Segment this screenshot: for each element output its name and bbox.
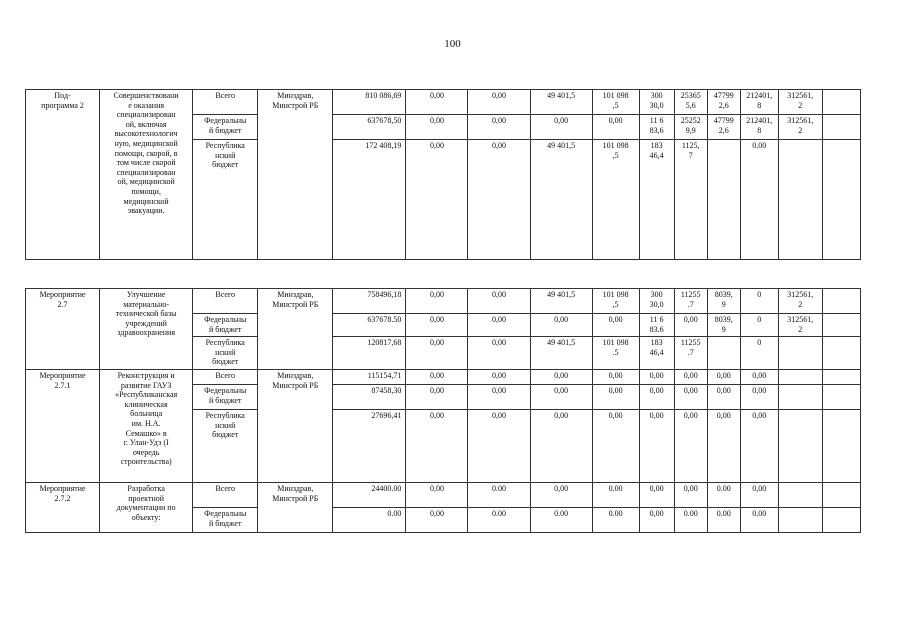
amount-cell: 0,00 [740,508,778,533]
amount-cell: 0,00 [740,370,778,385]
amount-cell: 810 086,69 [333,90,406,115]
amount-cell: 47799 2,6 [707,90,740,115]
amount-cell: 183 46,4 [639,337,674,370]
funding-source: Республика нский бюджет [193,410,258,483]
amount-cell: 0,00 [468,370,530,385]
amount-cell: 0,00 [639,483,674,508]
amount-cell [822,385,860,410]
executor: Минздрав, Минстрой РБ [258,90,333,260]
amount-cell: 0,00 [639,508,674,533]
funding-source: Всего [193,90,258,115]
amount-cell [822,314,860,337]
measure-name: Улучшение материально- технической базы учреждений здравоохранения [100,289,193,370]
amount-cell: 0,00 [406,314,468,337]
amount-cell [822,337,860,370]
amount-cell: 49 401,5 [530,90,592,115]
amount-cell: 0,00 [530,483,592,508]
amount-cell: 0,00 [740,483,778,508]
amount-cell: 0,00 [639,370,674,385]
amount-cell: 0,00 [530,410,592,483]
amount-cell: 0,00 [406,337,468,370]
amount-cell [778,385,822,410]
amount-cell: 0,00 [592,410,639,483]
amount-cell: 0,00 [406,385,468,410]
amount-cell: 0 [740,337,778,370]
amount-cell: 0,00 [674,410,707,483]
measure-code: Под- программа 2 [26,90,100,260]
amount-cell: 0,00 [592,385,639,410]
amount-cell: 0,00 [468,140,530,260]
amount-cell: 8039, 9 [707,289,740,314]
measure-code: Мероприятие 2.7.1 [26,370,100,483]
measure-code: Мероприятие 2.7 [26,289,100,370]
amount-cell [822,410,860,483]
amount-cell [822,90,860,115]
amount-cell: 25252 9,9 [674,115,707,140]
amount-cell: 637678.50 [333,314,406,337]
amount-cell: 120817,68 [333,337,406,370]
amount-cell: 0 [740,289,778,314]
amount-cell: 1125, 7 [674,140,707,260]
funding-source: Всего [193,289,258,314]
amount-cell: 11255 .7 [674,289,707,314]
amount-cell: 0.00 [530,508,592,533]
funding-source: Федеральны й бюджет [193,508,258,533]
amount-cell: 0,00 [406,289,468,314]
amount-cell: 0,00 [468,90,530,115]
measure-code: Мероприятие 2.7.2 [26,483,100,533]
amount-cell: 312561, 2 [778,115,822,140]
amount-cell: 0.00 [333,508,406,533]
funding-source: Республика нский бюджет [193,140,258,260]
amount-cell: 11 6 83,6 [639,115,674,140]
amount-cell: 24400.00 [333,483,406,508]
executor: Минздрав, Минстрой РБ [258,483,333,533]
executor: Минздрав, Минстрой РБ [258,370,333,483]
amount-cell: 115154,71 [333,370,406,385]
amount-cell: 0,00 [468,337,530,370]
amount-cell: 101 098 ,5 [592,289,639,314]
table-row [26,483,861,508]
amount-cell: 0,00 [674,385,707,410]
amount-cell: 183 46,4 [639,140,674,260]
amount-cell: 101 098 ,5 [592,90,639,115]
amount-cell [822,508,860,533]
amount-cell: 0.00 [707,483,740,508]
page-number: 100 [444,38,461,50]
amount-cell [778,508,822,533]
amount-cell [822,370,860,385]
amount-cell: 87458,30 [333,385,406,410]
amount-cell: 0.00 [592,483,639,508]
amount-cell: 312561, 2 [778,90,822,115]
amount-cell: 0.00 [468,483,530,508]
amount-cell: 0,00 [406,90,468,115]
amount-cell: 300 30,0 [639,289,674,314]
amount-cell: 8039, 9 [707,314,740,337]
amount-cell: 0,00 [639,385,674,410]
amount-cell: 0,00 [740,385,778,410]
amount-cell: 0,00 [674,314,707,337]
amount-cell: 0,00 [707,385,740,410]
amount-cell [707,140,740,260]
amount-cell: 0,00 [406,483,468,508]
budget-table [25,89,861,533]
amount-cell: 0,00 [406,410,468,483]
executor: Минздрав, Минстрой РБ [258,289,333,370]
amount-cell [822,115,860,140]
funding-source: Федеральны й бюджет [193,314,258,337]
spacer-cell [26,260,861,289]
amount-cell: 0.00 [468,508,530,533]
table-row [26,289,861,314]
amount-cell [778,140,822,260]
amount-cell: 0,00 [674,483,707,508]
amount-cell: 0,00 [707,410,740,483]
table-row [26,370,861,385]
amount-cell: 0,00 [592,370,639,385]
amount-cell [822,289,860,314]
amount-cell [778,370,822,385]
amount-cell: 0,00 [530,370,592,385]
amount-cell: 0,00 [406,508,468,533]
amount-cell: 0,00 [468,314,530,337]
amount-cell [822,140,860,260]
amount-cell: 312561, 2 [778,314,822,337]
amount-cell: 0,00 [639,410,674,483]
amount-cell [822,483,860,508]
funding-source: Республика нский бюджет [193,337,258,370]
amount-cell: 0,00 [468,385,530,410]
amount-cell: 172 408,19 [333,140,406,260]
funding-source: Федеральны й бюджет [193,385,258,410]
measure-name: Совершенствовани е оказания специализирован ой, включая высокотехнологич ную, медицинской помощи, скорой, в том числе скорой специализирован ой, медицинской помощи, медицинской эвакуации. [100,90,193,260]
amount-cell: 0,00 [530,314,592,337]
amount-cell: 0,00 [592,314,639,337]
amount-cell: 101 098 .5 [592,337,639,370]
amount-cell: 312561, 2 [778,289,822,314]
measure-name: Разработка проектной документации по объекту: [100,483,193,533]
spacer-row [26,260,861,289]
amount-cell: 0,00 [406,370,468,385]
amount-cell: 0,00 [406,115,468,140]
amount-cell: 758496,18 [333,289,406,314]
amount-cell: 47799 2,6 [707,115,740,140]
funding-source: Всего [193,483,258,508]
amount-cell [778,483,822,508]
amount-cell: 0,00 [592,115,639,140]
amount-cell: 0.00 [707,508,740,533]
amount-cell: 0,00 [406,140,468,260]
amount-cell: 0,00 [468,410,530,483]
amount-cell: 0 [740,314,778,337]
amount-cell: 637678,50 [333,115,406,140]
amount-cell: 0.00 [592,508,639,533]
table-row [26,90,861,115]
measure-name: Реконструкция и развитие ГАУЗ «Республиканская клиническая больница им. Н.А. Семашко» в г. Улан-Удэ (I очередь строительства) [100,370,193,483]
funding-source: Федеральны й бюджет [193,115,258,140]
amount-cell: 25365 5,6 [674,90,707,115]
amount-cell: 0,00 [674,370,707,385]
amount-cell [778,410,822,483]
funding-source: Всего [193,370,258,385]
amount-cell: 11 6 83.6 [639,314,674,337]
amount-cell: 0,00 [530,385,592,410]
amount-cell: 212401, 8 [740,90,778,115]
amount-cell [778,337,822,370]
amount-cell: 49 401,5 [530,337,592,370]
amount-cell [707,337,740,370]
amount-cell: 11255 .7 [674,337,707,370]
amount-cell: 0,00 [468,115,530,140]
amount-cell: 0.00 [674,508,707,533]
amount-cell: 101 098 ,5 [592,140,639,260]
amount-cell: 0,00 [740,410,778,483]
amount-cell: 300 30,0 [639,90,674,115]
amount-cell: 49 401,5 [530,289,592,314]
amount-cell: 0,00 [468,289,530,314]
amount-cell: 0,00 [707,370,740,385]
amount-cell: 212401, 8 [740,115,778,140]
amount-cell: 49 401,5 [530,140,592,260]
amount-cell: 27696,41 [333,410,406,483]
amount-cell: 0,00 [530,115,592,140]
amount-cell: 0,00 [740,140,778,260]
